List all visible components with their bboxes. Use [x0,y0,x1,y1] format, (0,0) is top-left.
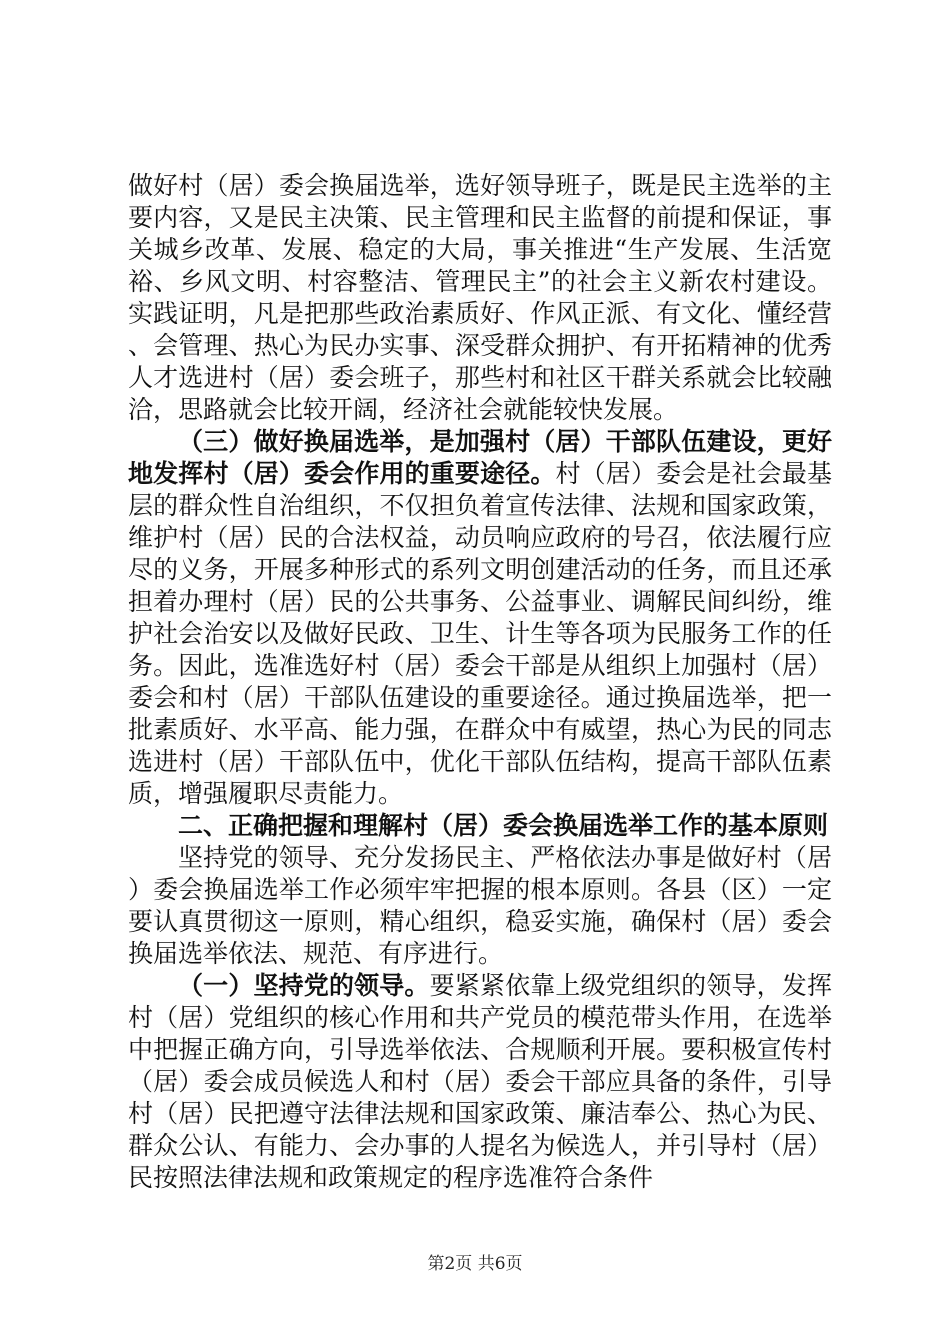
paragraph-principles: 坚持党的领导、充分发扬民主、严格依法办事是做好村（居）委会换届选举工作必须牢牢把握的根本原则。各县（区）一定要认真贯彻这一原则，精心组织，稳妥实施，确保村（居）委会换届选举依法、规范、有序进行。 [128,843,832,968]
section-three-body: 村（居）委会是社会最基层的群众性自治组织，不仅担负着宣传法律、法规和国家政策，维护村（居）民的合法权益，动员响应政府的号召，依法履行应尽的义务，开展多种形式的系列文明创建活动的任务，而且还承担着办理村（居）民的公共事务、公益事业、调解民间纠纷，维护社会治安以及做好民政、卫生、计生等各项为民服务工作的任务。因此，选准选好村（居）委会干部是从组织上加强村（居）委会和村（居）干部队伍建设的重要途径。通过换届选举，把一批素质好、水平高、能力强，在群众中有威望，热心为民的同志选进村（居）干部队伍中，优化干部队伍结构，提高干部队伍素质，增强履职尽责能力。 [128,459,832,808]
page-footer: 第2页 共6页 [427,1254,523,1274]
paragraph-party-leadership [128,970,832,1194]
document-body [128,170,832,1194]
section-two-heading: 二、正确把握和理解村（居）委会换届选举工作的基本原则 [178,811,829,840]
paragraph-significance: 做好村（居）委会换届选举，选好领导班子，既是民主选举的主要内容，又是民主决策、民主管理和民主监督的前提和保证，事关城乡改革、发展、稳定的大局，事关推进“生产发展、生活宽裕、乡风文明、村容整洁、管理民主”的社会主义新农村建设。实践证明，凡是把那些政治素质好、作风正派、有文化、懂经营、会管理、热心为民办实事、深受群众拥护、有开拓精神的优秀人才选进村（居）委会班子，那些村和社区干群关系就会比较融洽，思路就会比较开阔，经济社会就能较快发展。 [128,171,832,424]
party-leadership-heading: （一）坚持党的领导。 [178,971,430,1000]
section-three-heading: （三）做好换届选举，是加强村（居）干部队伍建设，更好地发挥村（居）委会作用的重要途径。 [128,427,832,488]
paragraph-section-three [128,426,832,810]
party-leadership-body: 要紧紧依靠上级党组织的领导，发挥村（居）党组织的核心作用和共产党员的模范带头作用，在选举中把握正确方向，引导选举依法、合规顺利开展。要积极宣传村（居）委会成员候选人和村（居）委会干部应具备的条件，引导村（居）民把遵守法律法规和国家政策、廉洁奉公、热心为民、群众公认、有能力、会办事的人提名为候选人，并引导村（居）民按照法律法规和政策规定的程序选准符合条件 [128,971,832,1192]
